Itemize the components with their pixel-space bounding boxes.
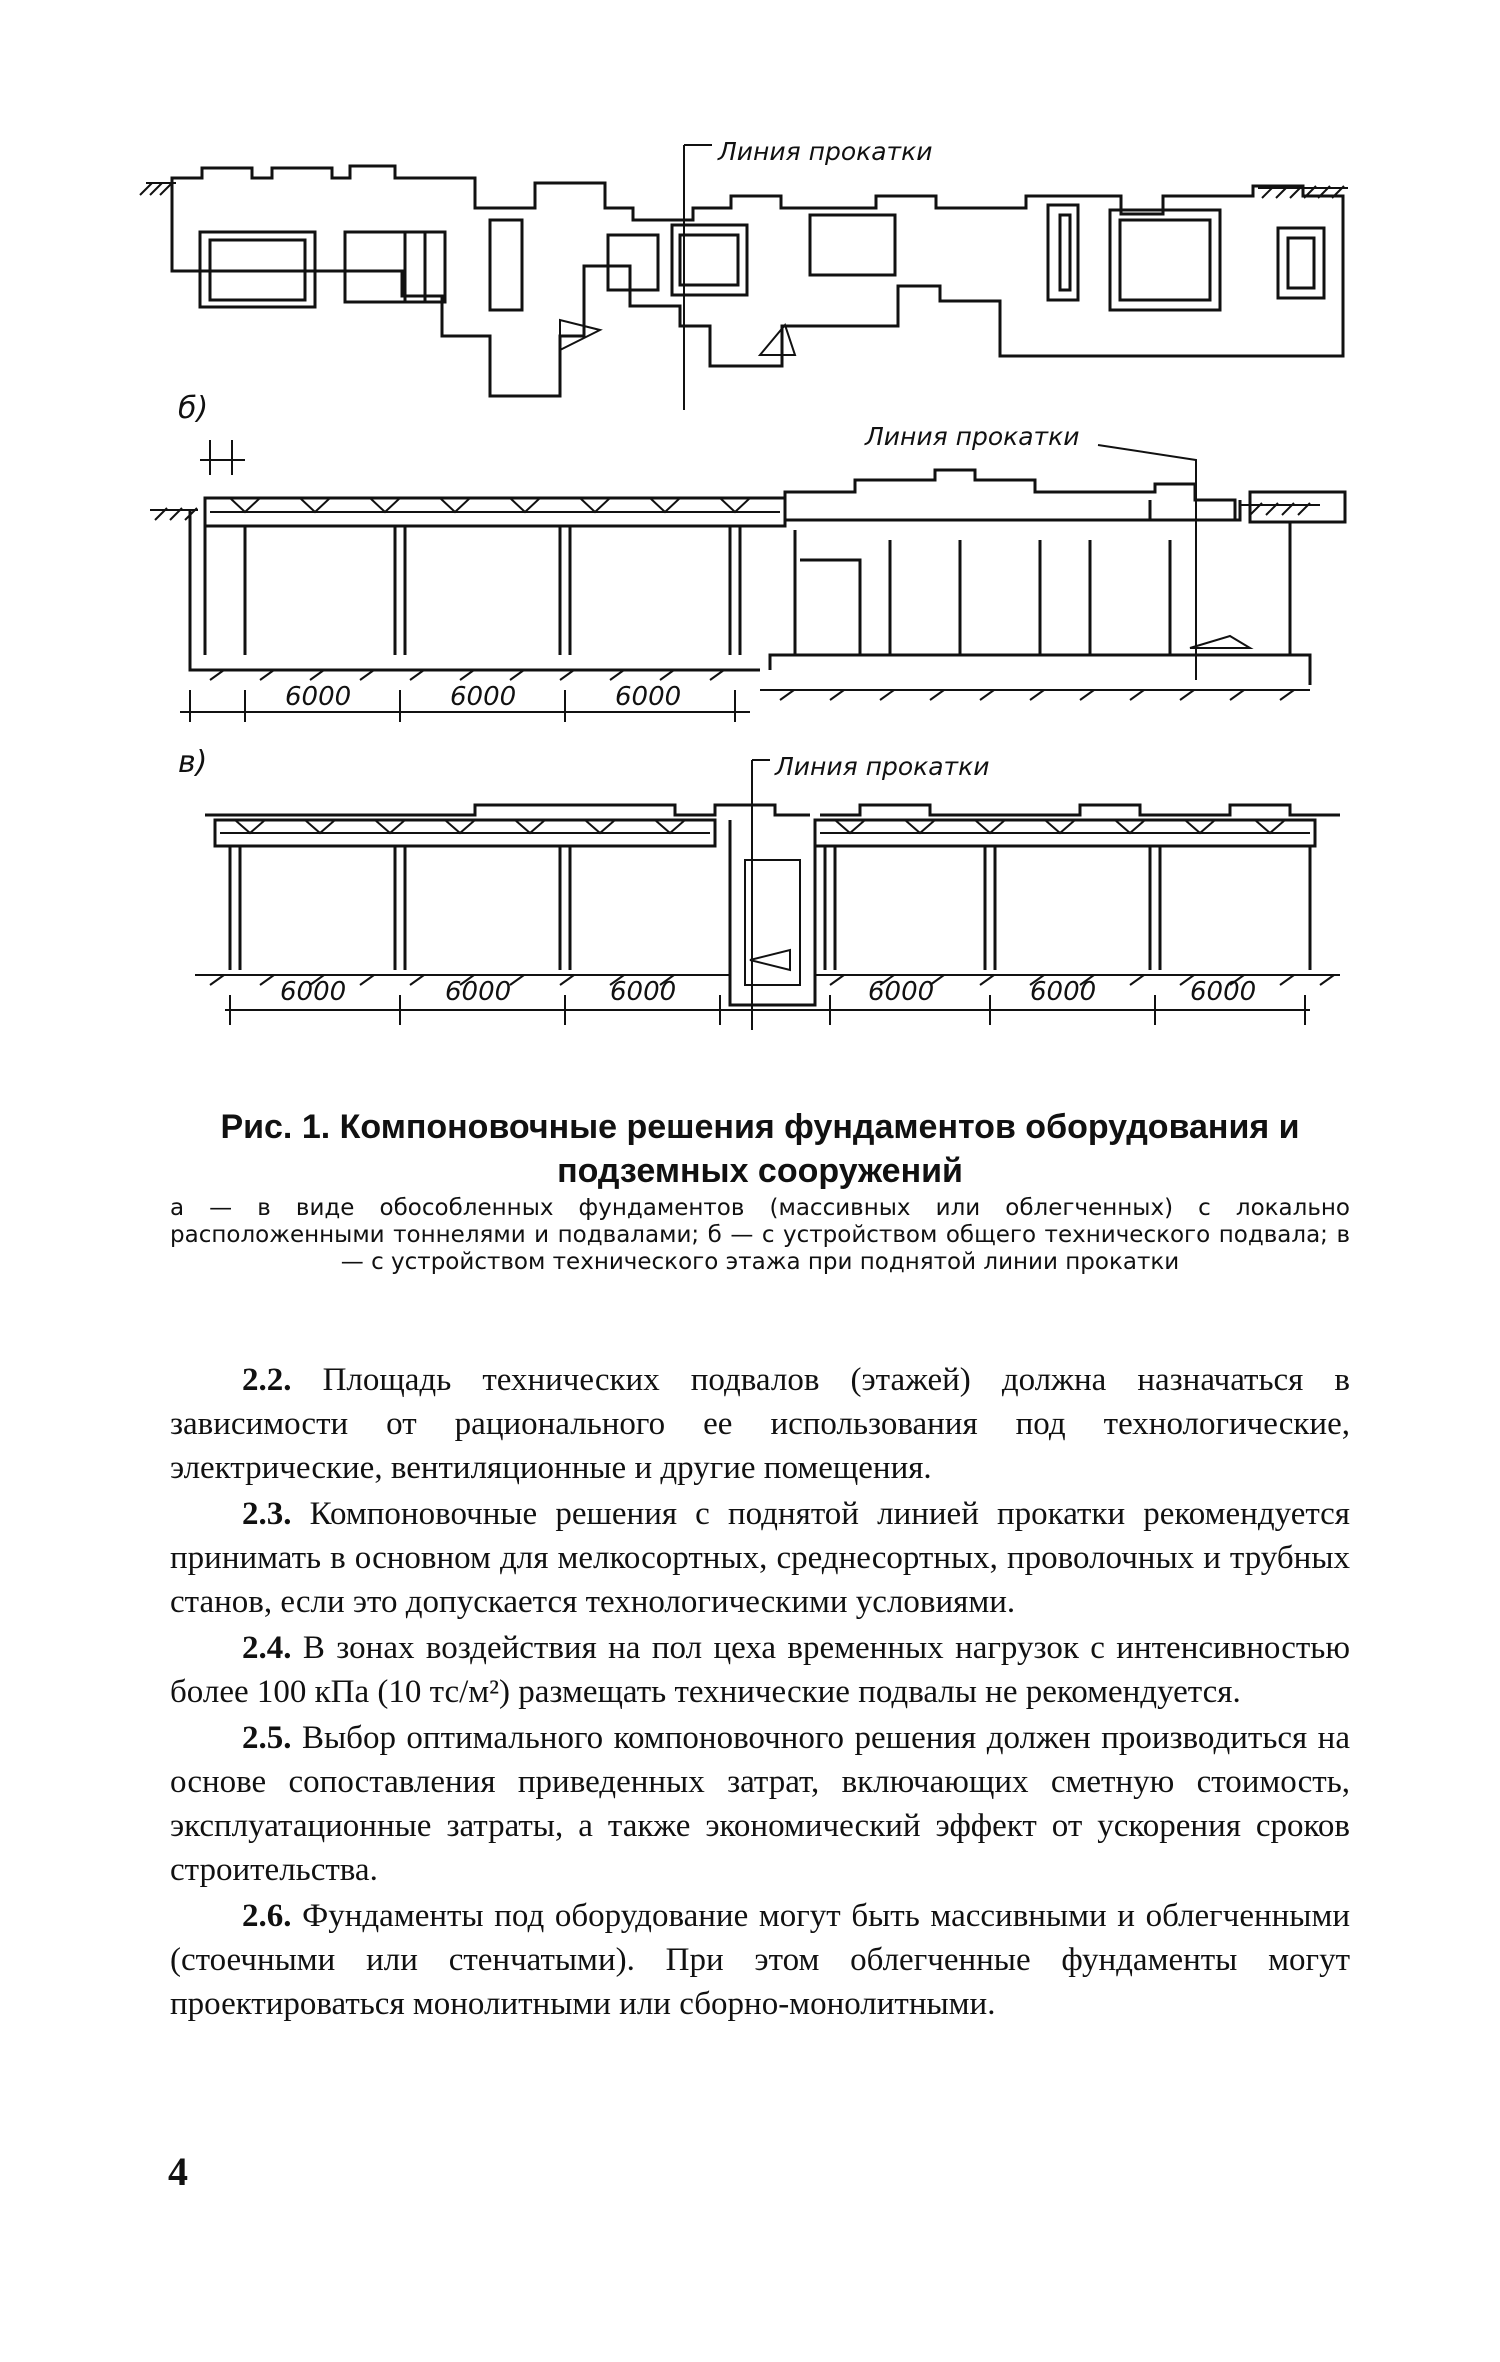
figure-caption-note: а — в виде обособленных фундаментов (массивных или облегченных) с локально расположенными тоннелями и подвалами; б — с устройством общего технического подвала; в — с устройством технического этажа при поднятой линии прокатки [170, 1195, 1350, 1275]
body-text [170, 1358, 1350, 2026]
paragraph-number: 2.2. [242, 1362, 292, 1398]
span-v-6: 6000 [1190, 977, 1257, 1007]
paragraph-text: Компоновочные решения с поднятой линией прокатки рекомендуется принимать в основном для мелкосортных, среднесортных, проволочных и трубных станов, если это допускается технологическими условиями. [170, 1496, 1350, 1620]
paragraph-number: 2.6. [242, 1898, 292, 1934]
paragraph-number: 2.5. [242, 1720, 292, 1756]
figure-caption-title: Рис. 1. Компоновочные решения фундаментов оборудования и подземных сооружений [220, 1108, 1300, 1190]
paragraph-2-2 [170, 1358, 1350, 1490]
panel-a-drawing [140, 145, 1348, 410]
span-b-1: 6000 [285, 682, 352, 712]
paragraph-number: 2.3. [242, 1496, 292, 1532]
figure-1-drawing [0, 0, 1500, 1080]
paragraph-2-5 [170, 1716, 1350, 1892]
panel-v-label: в) [178, 745, 208, 780]
paragraph-2-4 [170, 1626, 1350, 1714]
paragraph-number: 2.4. [242, 1630, 292, 1666]
span-b-3: 6000 [615, 682, 682, 712]
paragraph-text: Выбор оптимального компоновочного решения должен производиться на основе сопоставления приведенных затрат, включающих сметную стоимость, эксплуатационные затраты, а также экономический эффект от ускорения сроков строительства. [170, 1720, 1350, 1888]
rolling-line-label-a: Линия прокатки [718, 137, 933, 166]
paragraph-2-6 [170, 1894, 1350, 2026]
paragraph-2-3 [170, 1492, 1350, 1624]
span-v-1: 6000 [280, 977, 347, 1007]
panel-b-drawing [150, 440, 1345, 722]
span-b-2: 6000 [450, 682, 517, 712]
span-v-2: 6000 [445, 977, 512, 1007]
panel-b-label: б) [178, 391, 209, 426]
paragraph-text: Фундаменты под оборудование могут быть массивными и облегченными (стоечными или стенчатыми). При этом облегченные фундаменты могут проектироваться монолитными или сборно-монолитными. [170, 1898, 1350, 2022]
panel-v-drawing [195, 760, 1340, 1030]
paragraph-text: В зонах воздействия на пол цеха временных нагрузок с интенсивностью более 100 кПа (10 тс/м²) размещать технические подвалы не рекомендуется. [170, 1630, 1350, 1710]
rolling-line-label-v: Линия прокатки [775, 752, 990, 781]
span-v-5: 6000 [1030, 977, 1097, 1007]
span-v-3: 6000 [610, 977, 677, 1007]
page-number: 4 [168, 2149, 188, 2194]
rolling-line-label-b: Линия прокатки [865, 422, 1080, 451]
span-v-4: 6000 [868, 977, 935, 1007]
paragraph-text: Площадь технических подвалов (этажей) должна назначаться в зависимости от рационального ее использования под технологические, электрические, вентиляционные и другие помещения. [170, 1362, 1350, 1486]
